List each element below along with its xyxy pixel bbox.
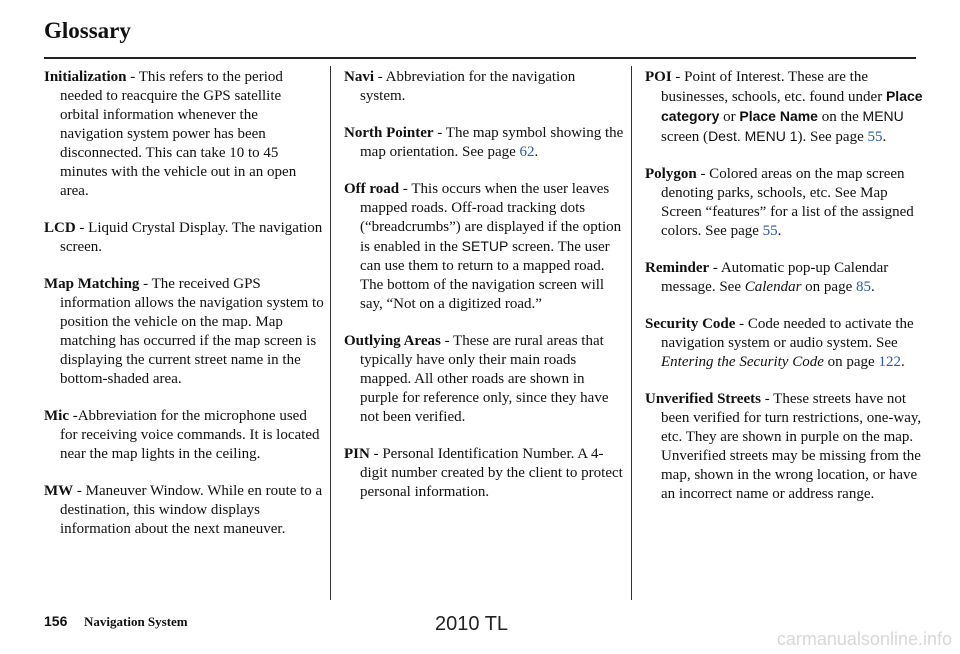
glossary-entry-navi (344, 68, 624, 106)
entry-definition: - These streets have not been verified for turn restrictions, one-way, etc. They are shown in purple on the map. Unverified streets may be missing from the map, shown in the wrong location, or have an incorrect name or address range. (661, 391, 922, 502)
entry-definition-end: . (777, 223, 782, 239)
page-link[interactable]: 55 (867, 129, 883, 145)
entry-definition: - These are rural areas that typically have only their main roads mapped. All other roads are shown in purple for reference only, since they have not been verified. (360, 333, 609, 425)
entry-definition-end: . (900, 354, 905, 370)
entry-term: Unverified Streets (645, 391, 761, 407)
entry-definition-cont: on page (823, 354, 879, 370)
model-label: 2010 TL (435, 613, 509, 635)
entry-definition: - Liquid Crystal Display. The navigation screen. (60, 220, 323, 255)
entry-definition: - Colored areas on the map screen denoting parks, schools, etc. See Map Screen “features” for a list of the assigned colors. See page (661, 166, 914, 239)
entry-definition: - This refers to the period needed to reacquire the GPS satellite orbital information whenever the navigation system power has been disconnected. This can take 10 to 45 minutes with the vehicle out in an open area. (60, 69, 297, 199)
glossary-column-1 (44, 68, 324, 557)
entry-definition: - Personal Identification Number. A 4-digit number created by the client to protect personal information. (360, 446, 623, 500)
column-divider-2 (631, 66, 632, 600)
watermark: carmanualsonline.info (776, 629, 952, 649)
entry-term: Navi (344, 69, 374, 85)
glossary-entry-outlying-areas (344, 332, 624, 427)
ui-label-dest-menu: Dest. MENU 1 (708, 128, 798, 144)
glossary-entry-polygon (645, 165, 927, 241)
entry-reference: Calendar (744, 279, 802, 295)
entry-definition-end: . (534, 144, 539, 160)
entry-definition: - Code needed to activate the navigation system or audio system. See (661, 316, 914, 351)
entry-term: North Pointer (344, 125, 434, 141)
entry-definition: - The received GPS information allows the navigation system to position the vehicle on the map. Map matching has occurred if the map screen is displaying the current street name in the bottom-shaded area. (60, 276, 324, 387)
entry-definition: - Point of Interest. These are the businesses, schools, etc. found under (661, 69, 886, 105)
entry-definition: - This occurs when the user leaves mapped roads. Off-road tracking dots (“breadcrumbs”) are displayed if the option is enabled in the (360, 181, 622, 255)
entry-reference: Entering the Security Code (661, 354, 824, 370)
entry-term: Initialization (44, 69, 127, 85)
entry-term: Outlying Areas (344, 333, 441, 349)
entry-term: Mic (44, 408, 69, 424)
glossary-entry-security-code (645, 315, 927, 372)
glossary-entry-mw (44, 482, 324, 539)
ui-label-menu: MENU (862, 108, 904, 124)
entry-definition: -Abbreviation for the microphone used for receiving voice commands. It is located near the map lights in the ceiling. (60, 408, 320, 462)
page-title: Glossary (44, 18, 131, 43)
glossary-entry-reminder (645, 259, 927, 297)
glossary-entry-initialization (44, 68, 324, 201)
page-link[interactable]: 62 (519, 144, 535, 160)
glossary-entry-pin (344, 445, 624, 502)
entry-definition-cont: on the (817, 109, 863, 125)
entry-definition-end: . (870, 279, 875, 295)
entry-definition-cont: screen ( (661, 129, 709, 145)
glossary-entry-off-road (344, 180, 624, 314)
entry-definition: - Automatic pop-up Calendar message. See (661, 260, 889, 295)
entry-term: LCD (44, 220, 76, 236)
page-link[interactable]: 55 (762, 223, 778, 239)
footer-section-label: Navigation System (84, 614, 188, 629)
page-link[interactable]: 122 (878, 354, 901, 370)
glossary-column-3 (645, 68, 927, 522)
entry-term: Map Matching (44, 276, 140, 292)
entry-definition: - The map symbol showing the map orientation. See page (360, 125, 624, 160)
entry-definition-cont: on page (801, 279, 856, 295)
glossary-column-2 (344, 68, 624, 520)
glossary-entry-unverified-streets (645, 390, 927, 504)
glossary-entry-mic (44, 407, 324, 464)
entry-term: PIN (344, 446, 370, 462)
page-number: 156 (44, 613, 68, 629)
entry-connector: or (719, 109, 740, 125)
glossary-entry-north-pointer (344, 124, 624, 162)
entry-term: Polygon (645, 166, 697, 182)
entry-definition-cont: ). See page (797, 129, 868, 145)
page-link[interactable]: 85 (855, 279, 871, 295)
entry-term: Security Code (645, 316, 736, 332)
ui-label-place-name: Place Name (739, 108, 818, 124)
entry-definition-end: . (882, 129, 887, 145)
header-rule (44, 57, 916, 59)
glossary-entry-map-matching (44, 275, 324, 389)
ui-label-setup: SETUP (461, 238, 509, 254)
entry-definition-cont: screen. The user can use them to return to a mapped road. The bottom of the navigation screen will say, “Not on a digitized road.” (360, 239, 610, 312)
entry-definition: - Maneuver Window. While en route to a destination, this window displays information about the next maneuver. (60, 483, 323, 537)
column-divider-1 (330, 66, 331, 600)
entry-definition: - Abbreviation for the navigation system. (360, 69, 576, 104)
glossary-entry-lcd (44, 219, 324, 257)
entry-term: Reminder (645, 260, 710, 276)
entry-term: Off road (344, 181, 400, 197)
ui-label-place-category: Place category (661, 88, 923, 124)
entry-term: POI (645, 69, 672, 85)
entry-term: MW (44, 483, 74, 499)
glossary-entry-poi (645, 68, 927, 147)
